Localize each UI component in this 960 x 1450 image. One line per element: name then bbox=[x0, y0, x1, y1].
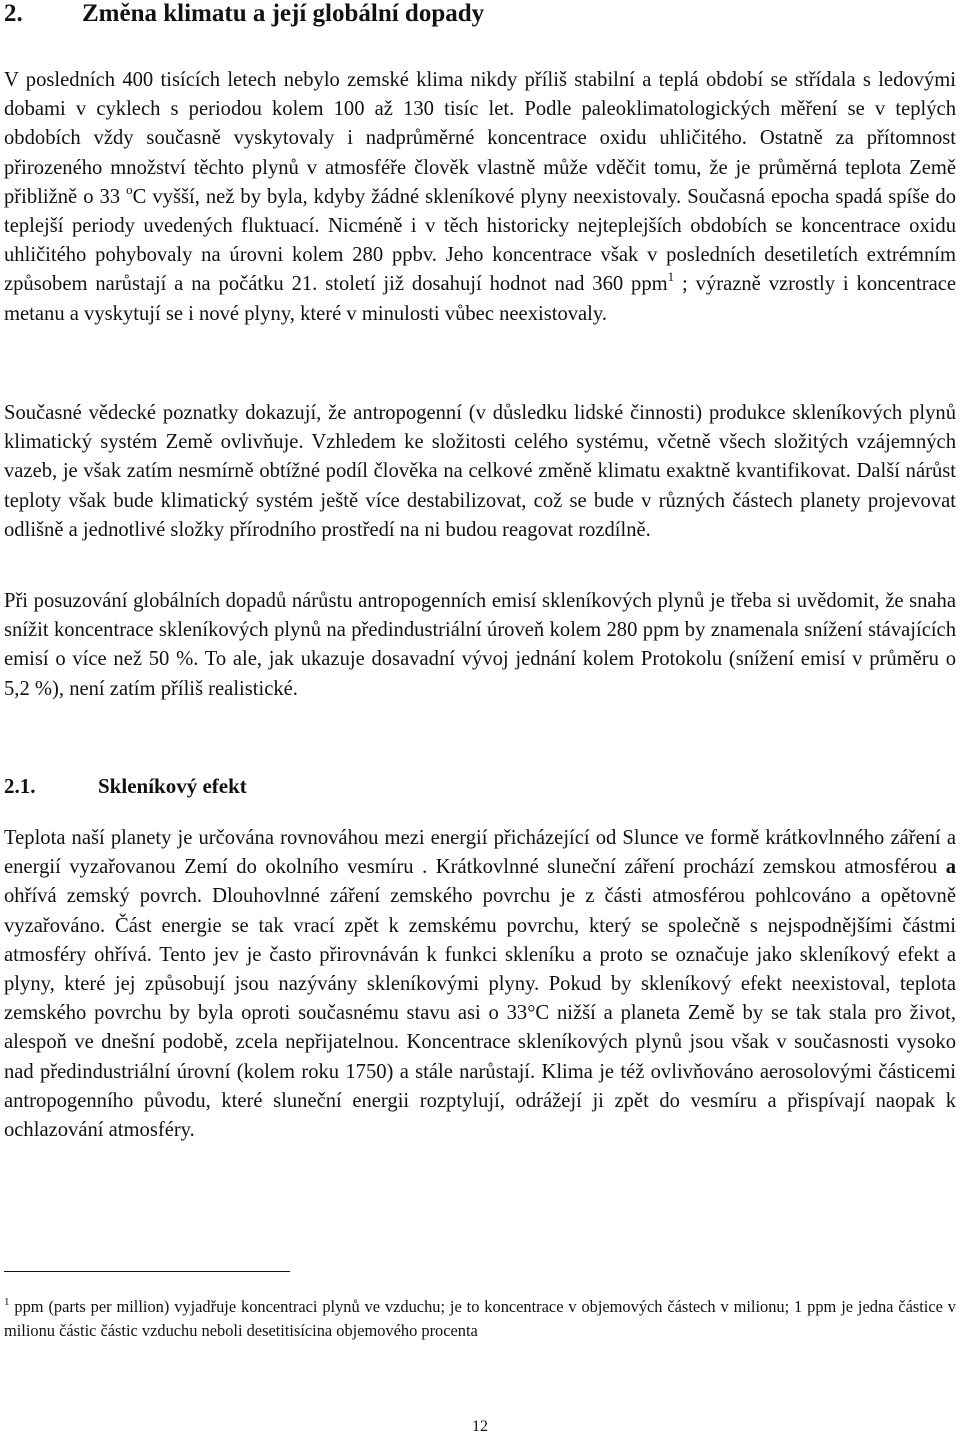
section-heading bbox=[4, 771, 247, 801]
footnote-marker: 1 bbox=[4, 1296, 10, 1308]
bold-word: a bbox=[945, 856, 956, 879]
footnote-reference[interactable]: 1 bbox=[667, 269, 675, 285]
paragraph-scientific-knowledge: Současné vědecké poznatky dokazují, že antropogenní (v důsledku lidské činnosti) produkce skleníkových plynů klimatický systém Země ovlivňuje. Vzhledem ke složitosti celého systému, včetně všech složitých vzájemných vazeb, je však zatím nesmírně obtížné podíl člověka na celkové změně klimatu exaktně kvantifikovat. Další nárůst teploty však bude klimatický systém ještě více destabilizovat, což se bude v různých částech planety projevovat odlišně a jednotlivé složky přírodního prostředí na ni budou reagovat rozdílně. bbox=[4, 402, 956, 541]
paragraph-text: Teplota naší planety je určována rovnováhou mezi energií přicházející od Slunce ve formě krátkovlnného záření a energií vyzařovanou Zemí do okolního vesmíru . Krátkovlnné sluneční záření prochází zemskou atmosférou bbox=[4, 827, 956, 879]
paragraph-text: V posledních 400 tisících letech nebylo zemské klima nikdy příliš stabilní a teplá období se střídala s ledovými dobami v cyklech s periodou kolem 100 až 130 tisíc let. Podle paleoklimatologických měření se v teplých obdobích vždy současně vyskytovaly i nadprůměrné koncentrace oxidu uhličitého. Ostatně za přítomnost přirozeného množství těchto plynů v atmosféře člověk vlastně může vděčit tomu, že je průměrná teplota Země přibližně o 33 bbox=[4, 69, 956, 208]
chapter-number: 2. bbox=[4, 0, 23, 27]
footnote-separator bbox=[4, 1271, 290, 1272]
section-number: 2.1. bbox=[4, 774, 36, 798]
degree-superscript: o bbox=[126, 181, 133, 197]
footnote bbox=[4, 1295, 956, 1343]
section-title: Skleníkový efekt bbox=[98, 774, 247, 798]
chapter-title: Změna klimatu a její globální dopady bbox=[82, 0, 485, 27]
paragraph-text: C vyšší, než by byla, kdyby žádné skleníkové plyny neexistovaly. Současná epocha spadá spíše do teplejší periody uvedených fluktuací. Nicméně i v těch historicky nejteplejších obdobích se koncentrace oxidu uhličitého pohybovaly na úrovni kolem 280 ppbv. Jeho koncentrace však v posledních desetiletích extrémním způsobem narůstají a na počátku 21. století již dosahují hodnot nad 360 ppm bbox=[4, 185, 956, 296]
page-number: 12 bbox=[472, 1418, 488, 1435]
paragraph-text: ; výrazně vzrostly i koncentrace metanu a vyskytují se i nové plyny, které v minulosti vůbec neexistovaly. bbox=[4, 273, 956, 325]
paragraph-climate-history bbox=[4, 66, 956, 329]
footnote-text: ppm (parts per million) vyjadřuje koncentraci plynů ve vzduchu; je to koncentrace v objemových částech v milionu; 1 ppm je jedna částice v milionu částic částic vzduchu neboli desetitisícina objemového procenta bbox=[4, 1297, 956, 1340]
paragraph-greenhouse-effect bbox=[4, 824, 956, 1145]
paragraph-global-impacts: Při posuzování globálních dopadů nárůstu antropogenních emisí skleníkových plynů je třeba si uvědomit, že snaha snížit koncentrace skleníkových plynů na předindustriální úroveň kolem 280 ppm by znamenala snížení stávajících emisí o více než 50 %. To ale, jak ukazuje dosavadní vývoj jednání kolem Protokolu (snížení emisí v průměru o 5,2 %), není zatím příliš realistické. bbox=[4, 590, 956, 700]
paragraph-text: ohřívá zemský povrch. Dlouhovlnné záření zemského povrchu je z části atmosférou pohlcováno a opětovně vyzařováno. Část energie se tak vrací zpět k zemskému povrchu, který se společně s nejspodnějšími částmi atmosféry ohřívá. Tento jev je často přirovnáván k funkci skleníku a proto se označuje jako skleníkový efekt a plyny, které jej způsobují jsou nazývány skleníkovými plyny. Pokud by skleníkový efekt neexistoval, teplota zemského povrchu by byla oproti současnému stavu asi o 33°C nižší a planeta Země by se tak stala pro život, alespoň ve dnešní podobě, zcela nepřijatelnou. Koncentrace skleníkových plynů jsou však v současnosti vysoko nad předindustriální úrovní (kolem roku 1750) a stále narůstají. Klima je též ovlivňováno aerosolovými částicemi antropogenního původu, které sluneční energii rozptylují, odrážejí ji zpět do vesmíru a přispívají naopak k ochlazování atmosféry. bbox=[4, 885, 956, 1142]
chapter-heading bbox=[4, 0, 484, 30]
